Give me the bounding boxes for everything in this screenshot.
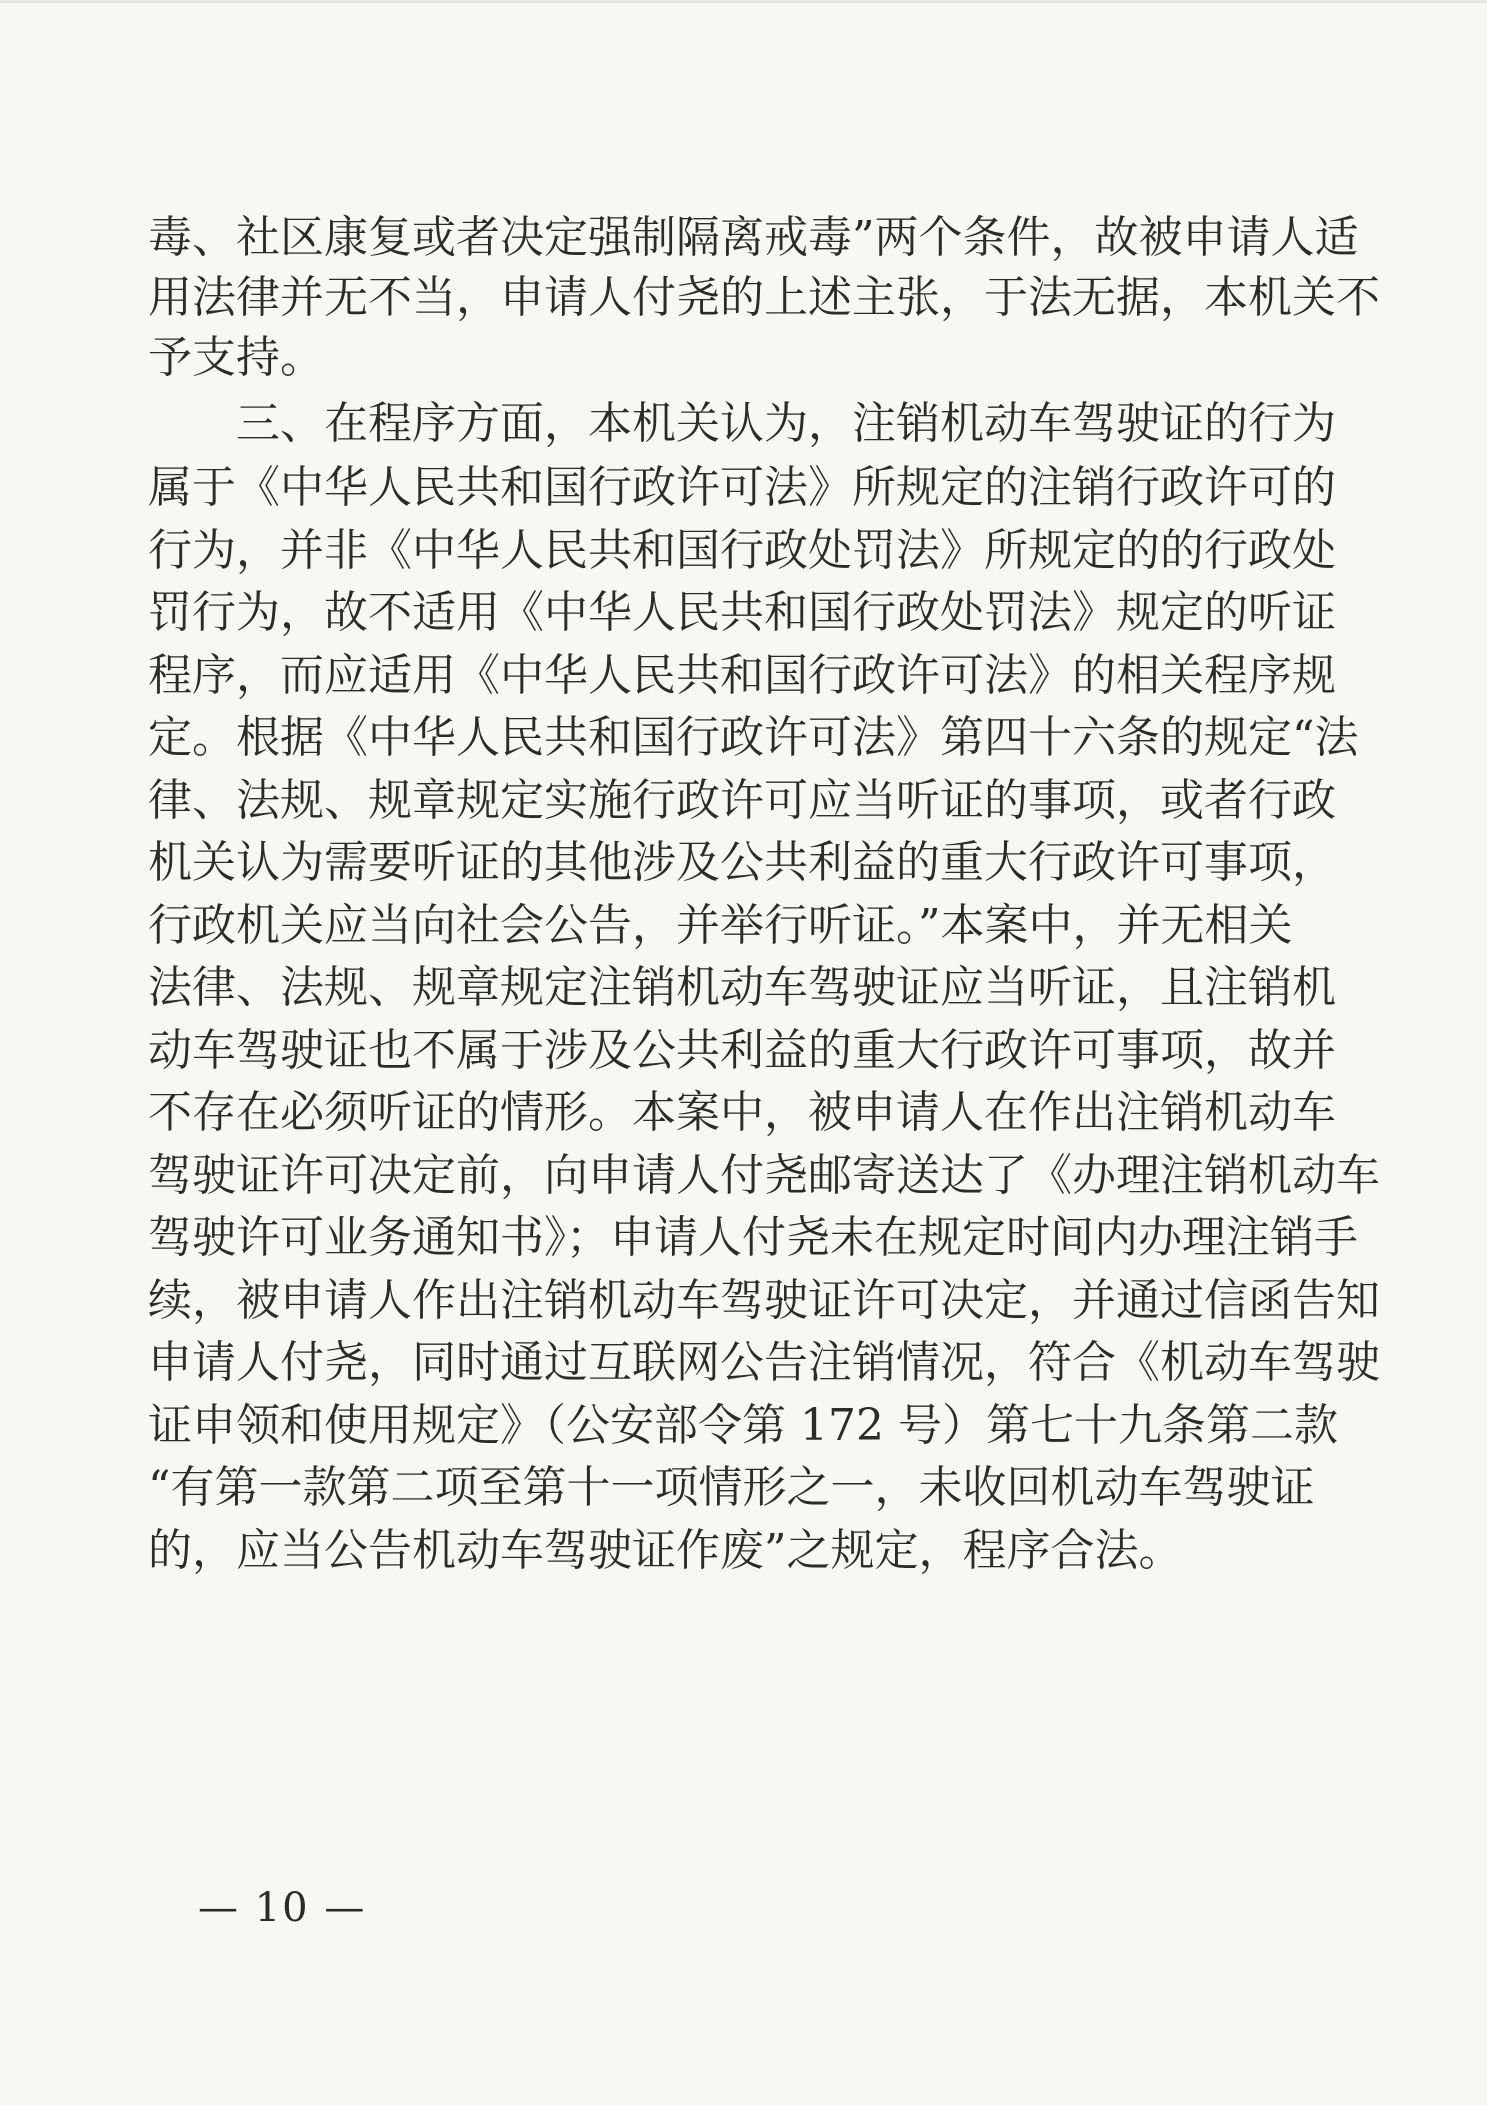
text-line: 法律、法规、规章规定注销机动车驾驶证应当听证，且注销机 [148,962,1336,1013]
text-line: 用法律并无不当，申请人付尧的上述主张，于法无据，本机关不 [148,272,1380,323]
text-line: “有第一款第二项至第十一项情形之一，未收回机动车驾驶证 [148,1462,1315,1513]
text-line: 律、法规、规章规定实施行政许可应当听证的事项，或者行政 [148,775,1336,826]
text-line: 罚行为，故不适用《中华人民共和国行政处罚法》规定的听证 [148,587,1336,638]
text-line: 定。根据《中华人民共和国行政许可法》第四十六条的规定“法 [148,712,1359,763]
text-line: 行政机关应当向社会公告，并举行听证。”本案中，并无相关 [148,900,1293,951]
text-line: 三、在程序方面，本机关认为，注销机动车驾驶证的行为 [148,398,1336,449]
text-line: 驾驶证许可决定前，向申请人付尧邮寄送达了《办理注销机动车 [148,1150,1380,1201]
text-line: 驾驶许可业务通知书》；申请人付尧未在规定时间内办理注销手 [148,1212,1358,1263]
text-line: 毒、社区康复或者决定强制隔离戒毒”两个条件，故被申请人适 [148,212,1359,263]
text-line: 证申领和使用规定》（公安部令第 172 号）第七十九条第二款 [148,1400,1338,1451]
page-number: — 10 — [198,1885,367,1931]
text-line: 不存在必须听证的情形。本案中，被申请人在作出注销机动车 [148,1087,1336,1138]
text-line: 程序，而应适用《中华人民共和国行政许可法》的相关程序规 [148,650,1336,701]
text-line: 机关认为需要听证的其他涉及公共利益的重大行政许可事项， [148,837,1336,888]
text-line: 属于《中华人民共和国行政许可法》所规定的注销行政许可的 [148,462,1336,513]
text-line: 的，应当公告机动车驾驶证作废”之规定，程序合法。 [148,1525,1183,1576]
text-line: 动车驾驶证也不属于涉及公共利益的重大行政许可事项，故并 [148,1025,1336,1076]
page-top-edge [0,0,1487,3]
text-line: 行为，并非《中华人民共和国行政处罚法》所规定的的行政处 [148,525,1336,576]
text-line: 续，被申请人作出注销机动车驾驶证许可决定，并通过信函告知 [148,1275,1380,1326]
text-line: 申请人付尧，同时通过互联网公告注销情况，符合《机动车驾驶 [148,1337,1380,1388]
text-line: 予支持。 [148,332,324,383]
